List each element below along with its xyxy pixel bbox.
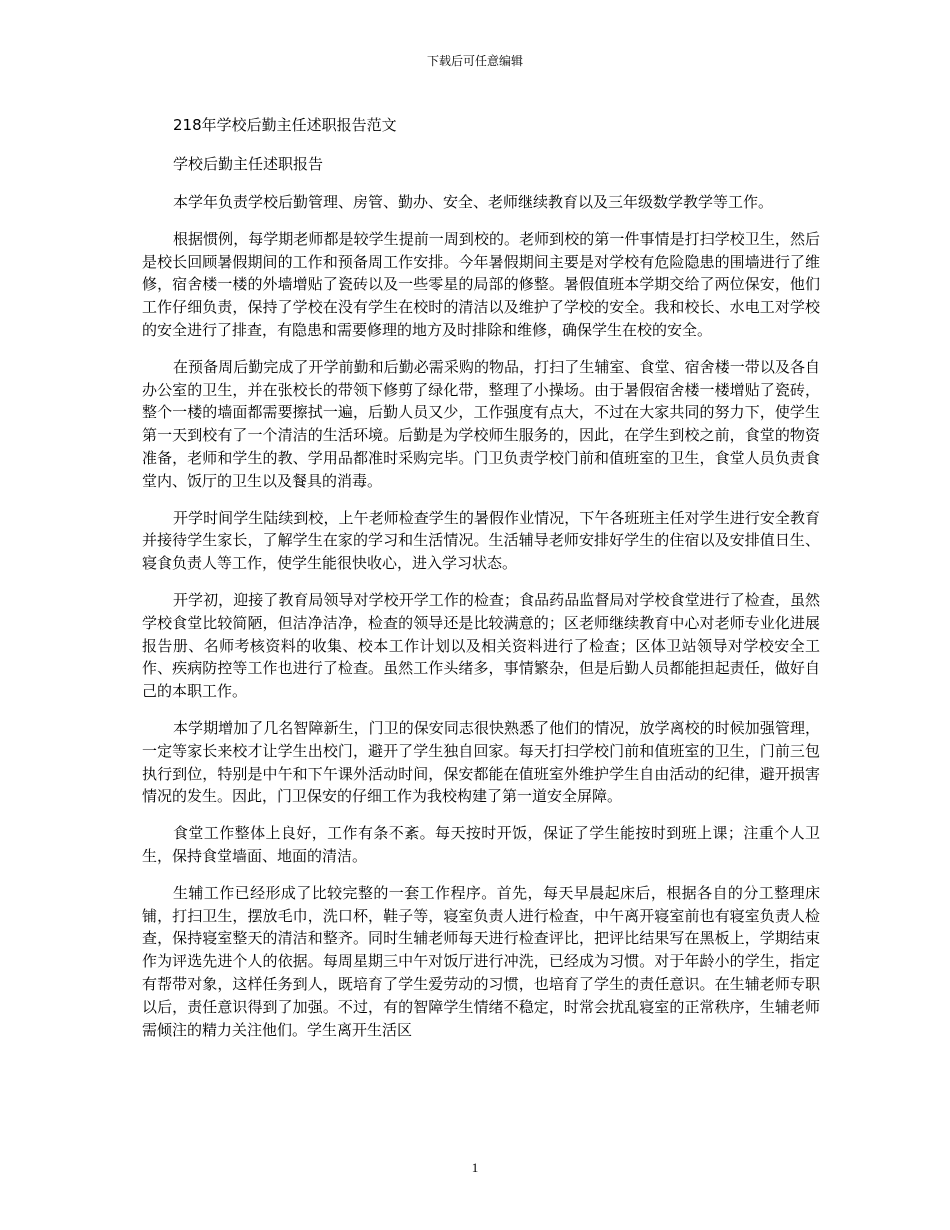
paragraph: 在预备周后勤完成了开学前勤和后勤必需采购的物品，打扫了生辅室、食堂、宿舍楼一带以及各自办公室的卫生，并在张校长的带领下修剪了绿化带，整理了小操场。由于暑假宿舍楼一楼增贴了瓷砖，整个一楼的墙面都需要擦拭一遍，后勤人员又少，工作强度有点大，不过在大家共同的努力下，使学生第一天到校有了一个清洁的生活环境。后勤是为学校师生服务的，因此，在学生到校之前，食堂的物资准备，老师和学生的教、学用品都准时采购完毕。门卫负责学校门前和值班室的卫生，食堂人员负责食堂内、饭厅的卫生以及餐具的消毒。 xyxy=(142,357,820,490)
paragraph: 本学期增加了几名智障新生，门卫的保安同志很快熟悉了他们的情况，放学离校的时候加强管理，一定等家长来校才让学生出校门，避开了学生独自回家。每天打扫学校门前和值班室的卫生，门前三包执行到位，特别是中午和下午课外活动时间，保安都能在值班室外维护学生自由活动的纪律，避开损害情况的发生。因此，门卫保安的仔细工作为我校构建了第一道安全屏障。 xyxy=(142,718,820,806)
paragraph: 开学时间学生陆续到校，上午老师检查学生的暑假作业情况，下午各班班主任对学生进行安全教育并接待学生家长，了解学生在家的学习和生活情况。生活辅导老师安排好学生的住宿以及安排值日生、寝食负责人等工作，使学生能很快收心，进入学习状态。 xyxy=(142,508,820,573)
document-subtitle: 学校后勤主任述职报告 xyxy=(173,155,324,173)
page-header: 下载后可任意编辑 xyxy=(426,54,523,68)
document-body xyxy=(142,113,820,1055)
paragraph: 生辅工作已经形成了比较完整的一套工作程序。首先，每天早晨起床后，根据各自的分工整理床铺，打扫卫生，摆放毛巾，洗口杯，鞋子等，寝室负责人进行检查，中午离开寝室前也有寝室负责人检查，保持寝室整天的清洁和整齐。同时生辅老师每天进行检查评比，把评比结果写在黑板上，学期结束作为评选先进个人的依据。每周星期三中午对饭厅进行冲洗，已经成为习惯。对于年龄小的学生，指定有帮带对象，这样任务到人，既培育了学生爱劳动的习惯，也培育了学生的责任意识。在生辅老师专职以后，责任意识得到了加强。不过，有的智障学生情绪不稳定，时常会扰乱寝室的正常秩序，生辅老师需倾注的精力关注他们。学生离开生活区 xyxy=(142,883,820,1039)
page-number: 1 xyxy=(471,1160,479,1175)
paragraph: 本学年负责学校后勤管理、房管、勤办、安全、老师继续教育以及三年级数学教学等工作。 xyxy=(173,193,774,211)
paragraph: 食堂工作整体上良好，工作有条不紊。每天按时开饭，保证了学生能按时到班上课；注重个人卫生，保持食堂墙面、地面的清洁。 xyxy=(142,824,820,865)
document-title: 218年学校后勤主任述职报告范文 xyxy=(173,116,397,134)
paragraph: 根据惯例，每学期老师都是较学生提前一周到校的。老师到校的第一件事情是打扫学校卫生，然后是校长回顾暑假期间的工作和预备周工作安排。今年暑假期间主要是对学校有危险隐患的围墙进行了维修，宿舍楼一楼的外墙增贴了瓷砖以及一些零星的局部的修整。暑假值班本学期交给了两位保安，他们工作仔细负责，保持了学校在没有学生在校时的清洁以及维护了学校的安全。我和校长、水电工对学校的安全进行了排查，有隐患和需要修理的地方及时排除和维修，确保学生在校的安全。 xyxy=(142,229,820,339)
paragraph: 开学初，迎接了教育局领导对学校开学工作的检查；食品药品监督局对学校食堂进行了检查，虽然学校食堂比较简陋，但洁净洁净，检查的领导还是比较满意的；区老师继续教育中心对老师专业化进展报告册、名师考核资料的收集、校本工作计划以及相关资料进行了检查；区体卫站领导对学校安全工作、疾病防控等工作也进行了检查。虽然工作头绪多，事情繁杂，但是后勤人员都能担起责任，做好自己的本职工作。 xyxy=(142,590,820,701)
